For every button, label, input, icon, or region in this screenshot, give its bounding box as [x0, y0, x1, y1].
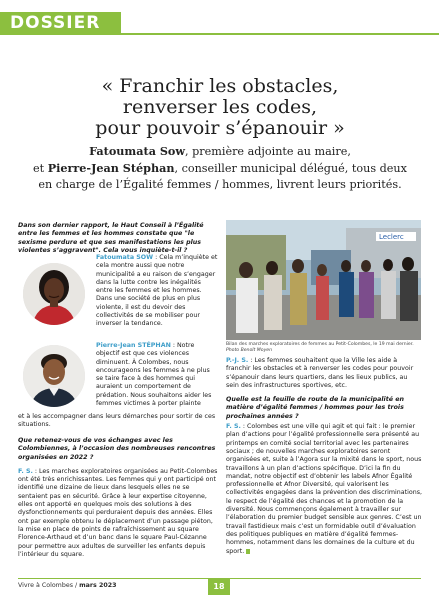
right-column [226, 357, 422, 556]
intro-name-1: Fatoumata Sow [89, 144, 186, 158]
answer-2-text-narrow: : Notre objectif est que ces violences diminuent. À Colombes, nous encourageons les femmes à ne plus se taire face à des hommes qui auraient un comportement de prédation. Nous souhaitons aider les femmes victimes à porter plainte [96, 342, 212, 408]
street-march-photo [226, 220, 421, 340]
portrait-fatoumata-sow [22, 262, 86, 326]
portrait-woman-image [22, 262, 86, 326]
portrait-man-image [22, 344, 86, 408]
answer-1-text: : Cela m’inquiète et cela montre aussi que notre municipalité a eu raison de s’engager dans la lutte contre les inégalités entre les femmes et les hommes. Dans une société de plus en plus violente, il est du devoir des collectivités de se mobiliser pour inverser la tendance. [96, 254, 218, 328]
intro-line-3: en charge de l’Égalité femmes / hommes, livrent leurs priorités. [38, 178, 402, 191]
answer-4-speaker: P.-J. S. [226, 357, 249, 364]
answer-5 [226, 423, 422, 556]
answer-2-text-full: et à les accompagner dans leurs démarches pour sortir de ces situations. [18, 413, 216, 429]
portrait-pierre-jean-stephan [22, 344, 86, 408]
photo-credit: Photo Benoît Moyen [226, 348, 273, 353]
intro-line-2-rest: , conseiller municipal délégué, tous deux [174, 162, 407, 175]
question-3-text: Quelle est la feuille de route de la municipalité en matière d’égalité femmes / hommes pour les trois prochaines années ? [226, 396, 404, 420]
answer-3 [18, 468, 218, 559]
intro-line-1 [20, 143, 420, 160]
end-mark [246, 549, 250, 554]
intro-name-2: Pierre-Jean Stéphan [47, 161, 175, 175]
question-2-block [18, 437, 218, 559]
answer-3-speaker: F. S. [18, 467, 33, 475]
header-bar [0, 0, 439, 35]
footer-publication [18, 582, 116, 589]
header-rule [121, 33, 439, 35]
answer-2-continued [18, 413, 218, 436]
photo-caption-text: Bilan des marches exploratoires de femmes au Petit-Colombes, le 19 mai dernier. [226, 342, 414, 347]
store-sign-text: Leclerc [379, 233, 404, 241]
answer-4 [226, 357, 422, 390]
question-1 [18, 222, 218, 255]
article-title [20, 76, 420, 139]
title-line-2: renverser les codes, [122, 96, 318, 118]
page-number: 18 [208, 578, 230, 595]
answer-1-speaker: Fatoumata SOW [96, 254, 154, 261]
answer-4-text: : Les femmes souhaitent que la Ville les aide à franchir les obstacles et à renverser les codes pour pouvoir s’épanouir dans leurs quartiers, dans les lieux publics, au sein des infrastructures sportives, etc. [226, 357, 414, 389]
answer-3-text: : Les marches exploratoires organisées au Petit-Colombes ont été très enrichissantes. Les femmes qui y ont participé ont identifié une dizaine de lieux dans lesquels elles ne se sentaient pas en sécurité. Grâce à leur expertise citoyenne, elles ont apporté en quelques mois des solutions à des dysfonctionnements qui perduraient depuis des années. Elles ont par exemple obtenu le déplacement d’un passage piéton, la mise en place de points de rafraîchissement au square Florence-Arthaud et d’un banc dans le square Paul-Cézanne pour permettre aux adultes de surveiller les enfants depuis l’intérieur du square. [18, 467, 218, 558]
section-label: DOSSIER [0, 12, 121, 35]
intro-line-1-rest: , première adjointe au maire, [185, 145, 351, 158]
answer-2-speaker: Pierre-Jean STÉPHAN [96, 342, 171, 349]
intro-line-2 [20, 160, 420, 177]
title-line-3: pour pouvoir s’épanouir » [95, 117, 345, 139]
title-line-1: « Franchir les obstacles, [101, 75, 339, 97]
answer-5-text: : Colombes est une ville qui agit et qui fait : le premier plan d’actions pour l’égalité professionnelle sera présenté au printemps en comité social territorial avec les partenaires sociaux ; de nouvelles marches exploratoires seront organisées et, suite à l’Agora sur la mixité dans le sport, nous travaillons à un plan d’actions spécifique. D’ici la fin du mandat, notre objectif est d’obtenir les labels Afnor Égalité professionnelle et Afnor Diversité, qui valorisent les collectivités engagées dans la prévention des discriminations, le respect de l’égalité des chances et la promotion de la diversité. Nous commençons également à travailler sur l’élaboration du premier budget sensible aux genres. C’est un travail fastidieux mais c’est un formidable outil d’évaluation des politiques publiques en matière d’égalité femmes-hommes, notamment dans les domaines de la culture et du sport. [226, 423, 422, 555]
photo-caption [226, 342, 421, 354]
answer-1 [96, 254, 218, 329]
article-intro [20, 143, 420, 193]
question-1-text: Dans son dernier rapport, le Haut Conseil à l’Égalité entre les femmes et les hommes constate que "le sexisme perdure et que ses manifestations les plus violentes s’aggravent". Cela vous inquiète-t-il ? [18, 222, 204, 254]
footer-issue: mars 2023 [79, 582, 117, 589]
intro-line-2-pre: et [33, 162, 48, 175]
question-2-text: Que retenez-vous de vos échanges avec les Colombiennes, à l’occasion des nombreuses rencontres organisées en 2022 ? [18, 437, 216, 461]
answer-2-narrow [96, 342, 218, 408]
answer-5-speaker: F. S. [226, 423, 241, 431]
footer-publication-name: Vivre à Colombes / [18, 582, 80, 589]
